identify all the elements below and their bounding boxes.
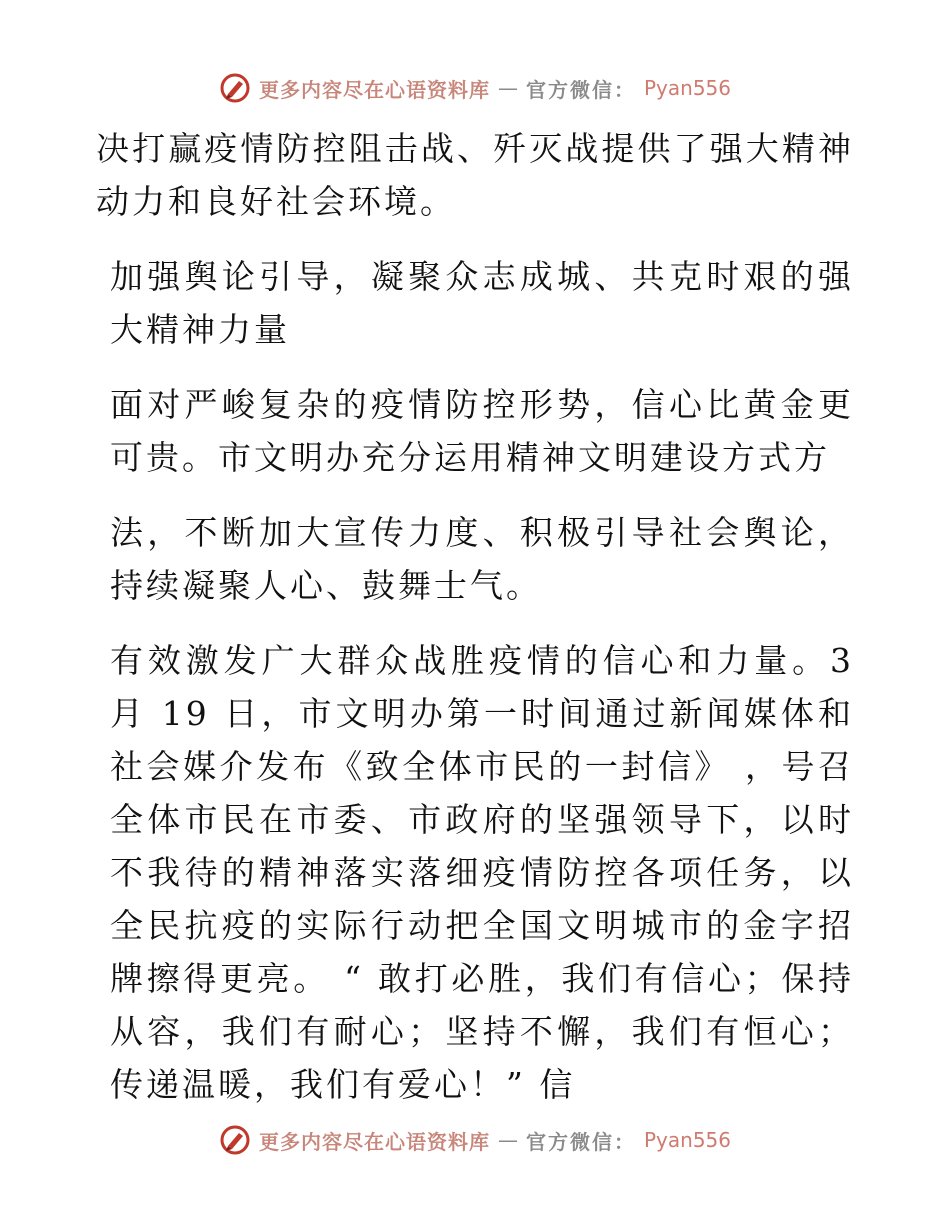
watermark-wechat-label: 官方微信： <box>525 77 636 102</box>
footer-watermark <box>0 1124 950 1156</box>
pen-logo-icon <box>219 1124 251 1156</box>
paragraph-3: 面对严峻复杂的疫情防控形势，信心比黄金更可贵。市文明办充分运用精神文明建设方式方 <box>110 385 854 477</box>
paragraph-5: 有效激发广大群众战胜疫情的信心和力量。3 月 19 日，市文明办第一时间通过新闻媒体和社会媒介发布《致全体市民的一封信》 ，号召全体市民在市委、市政府的坚强领导下，以时不我待的精神落实落细疫情防控各项任务，以全民抗疫的实际行动把全国文明城市的金字招牌擦得更亮。 “ 敢打必胜，我们有信心；保持从容，我们有耐心；坚持不懈，我们有恒心；传递温暖，我们有爱心！” 信 <box>110 641 854 1104</box>
watermark-separator: — <box>497 76 518 100</box>
watermark-text: 更多内容尽在心语资料库 <box>258 77 490 102</box>
pen-logo-icon <box>219 72 251 104</box>
watermark-wechat-id: Pyan556 <box>643 1128 731 1152</box>
paragraph-1: 决打赢疫情防控阻击战、歼灭战提供了强大精神动力和良好社会环境。 <box>96 129 854 221</box>
watermark-separator: — <box>497 1128 518 1152</box>
watermark-wechat-label: 官方微信： <box>525 1129 636 1154</box>
paragraph-4: 法，不断加大宣传力度、积极引导社会舆论，持续凝聚人心、鼓舞士气。 <box>110 513 854 605</box>
paragraph-2-heading: 加强舆论引导，凝聚众志成城、共克时艰的强大精神力量 <box>110 257 854 349</box>
watermark-text: 更多内容尽在心语资料库 <box>258 1129 490 1154</box>
document-body <box>96 122 854 1133</box>
watermark-wechat-id: Pyan556 <box>643 76 731 100</box>
header-watermark <box>0 72 950 104</box>
